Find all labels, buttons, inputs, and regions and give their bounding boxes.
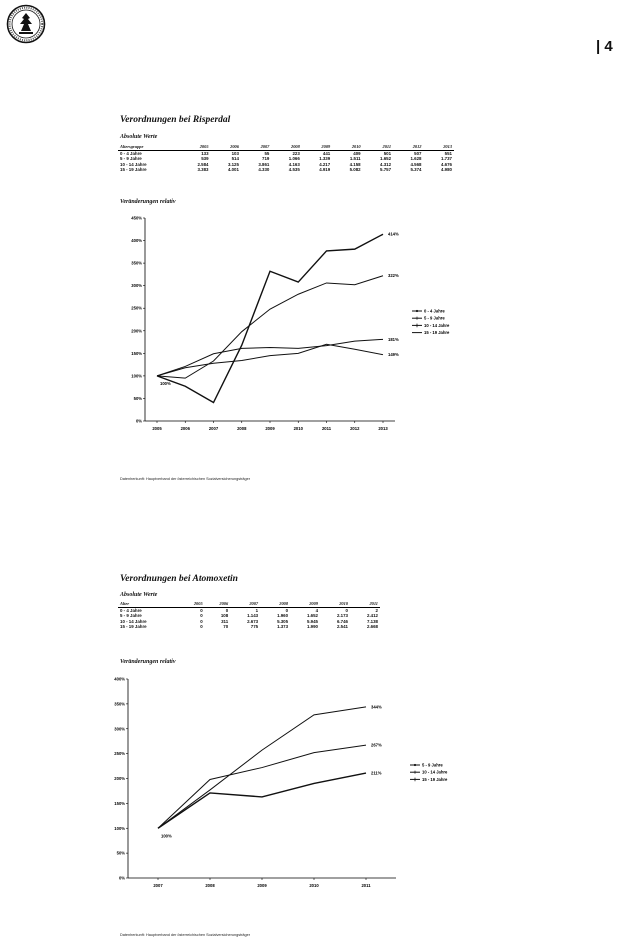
column-header: 2010 <box>332 144 362 150</box>
data-label: 322% <box>388 273 399 279</box>
y-tick-label: 150% <box>114 800 125 806</box>
legend-label: 15 - 19 Jahre <box>424 330 450 336</box>
table-cell: 1.143 <box>247 613 259 619</box>
column-header: 2007 <box>230 601 260 607</box>
table-cell: 70 <box>223 624 229 630</box>
table-cell: 1.737 <box>441 156 452 162</box>
section-title-risperdal: Verordnungen bei Risperdal <box>120 115 231 125</box>
table-cell: 4.980 <box>441 167 452 173</box>
column-header: 2008 <box>271 144 301 150</box>
table-cell: 4.158 <box>349 161 361 167</box>
table-cell: 0 - 4 Jahre <box>120 150 142 156</box>
table-cell: 4.001 <box>227 167 239 173</box>
y-tick-label: 250% <box>114 751 125 757</box>
table-cell: 0 - 4 Jahre <box>120 607 142 613</box>
x-tick-label: 2005 <box>152 426 162 431</box>
x-tick-label: 2008 <box>237 426 247 431</box>
x-tick-label: 2007 <box>153 883 163 888</box>
y-tick-label: 250% <box>131 305 142 311</box>
column-header: 2008 <box>260 601 290 607</box>
table-cell: 223 <box>292 150 300 156</box>
table-cell: 5 - 9 Jahre <box>120 613 142 619</box>
y-tick-label: 200% <box>131 328 142 334</box>
table-cell: 2.668 <box>367 624 378 630</box>
table-cell: 0 <box>225 607 229 613</box>
data-label: 267% <box>371 742 382 748</box>
table-cell: 10 - 14 Jahre <box>120 161 147 167</box>
x-tick-label: 2011 <box>361 883 371 888</box>
y-tick-label: 200% <box>114 776 125 781</box>
data-label: 344% <box>371 704 382 710</box>
data-source-note: Datenherkunft: Hauptverband der österreichischen Sozialversicherungsträger <box>120 933 251 937</box>
table-cell: 2.584 <box>197 161 209 167</box>
table-cell: 1.652 <box>380 156 392 162</box>
y-tick-label: 300% <box>131 283 142 289</box>
table-cell: 103 <box>231 150 239 156</box>
data-label: 414% <box>388 231 399 237</box>
data-label: 149% <box>388 352 399 358</box>
table-cell: 10 - 14 Jahre <box>120 618 147 624</box>
table-cell: 1.960 <box>277 613 289 619</box>
table-cell: 1.339 <box>319 156 331 162</box>
table-cell: 0 <box>345 607 348 613</box>
table-cell: 539 <box>201 156 209 162</box>
section-title-atomoxetin: Verordnungen bei Atomoxetin <box>120 574 238 584</box>
table-cell: 0 <box>200 624 203 630</box>
table-cell: 1.373 <box>277 624 289 630</box>
column-header: 2007 <box>241 144 271 150</box>
legend-label: 5 - 9 Jahre <box>422 762 443 768</box>
table-cell: 775 <box>250 624 259 630</box>
table-cell: 15 - 19 Jahre <box>120 624 147 630</box>
table-cell: 15 - 19 Jahre <box>120 167 147 173</box>
data-label: 181% <box>388 336 399 342</box>
x-tick-label: 2010 <box>293 426 303 431</box>
column-header: Altersgruppe <box>118 144 180 150</box>
table-cell: 133 <box>201 150 209 156</box>
column-header: 2006 <box>205 601 231 607</box>
table-cell: 2.673 <box>247 618 259 624</box>
x-tick-label: 2006 <box>180 426 190 431</box>
table-cell: 1.652 <box>307 613 319 619</box>
data-label: 100% <box>161 833 172 839</box>
table-cell: 108 <box>220 613 229 619</box>
table-cell: 4 <box>315 607 319 613</box>
table-cell: 5.305 <box>277 618 289 624</box>
table-cell: 5.945 <box>307 618 319 624</box>
table-cell: 2.173 <box>336 613 348 619</box>
table-cell: 3.861 <box>258 161 270 167</box>
table-cell: 514 <box>231 156 239 162</box>
table-cell: 4.676 <box>441 161 452 167</box>
table-cell: 0 <box>200 607 203 613</box>
table-cell: 5 - 9 Jahre <box>120 156 142 162</box>
table-cell: 1.990 <box>307 624 319 630</box>
legend-label: 0 - 4 Jahre <box>424 308 445 314</box>
table-cell: 4.217 <box>319 161 331 167</box>
y-tick-label: 300% <box>114 726 125 732</box>
x-tick-label: 2008 <box>205 883 215 888</box>
table-cell: 4.330 <box>258 167 270 173</box>
table-cell: 0 <box>200 613 203 619</box>
column-header: 2011 <box>363 144 393 150</box>
y-tick-label: 0% <box>135 418 142 424</box>
table-cell: 5.757 <box>380 167 392 173</box>
table-cell: 3.125 <box>227 161 239 167</box>
table-cell: 2 <box>375 607 378 613</box>
table-cell: 311 <box>221 618 229 624</box>
series-line-1 <box>158 773 366 828</box>
column-header: 2006 <box>211 144 241 150</box>
table-cell: 3.383 <box>197 167 209 173</box>
table-cell: 6.746 <box>336 618 348 624</box>
table-cell: 2.541 <box>336 624 348 630</box>
table-cell: 1.511 <box>349 156 361 162</box>
x-tick-label: 2011 <box>321 426 332 431</box>
y-tick-label: 400% <box>114 676 125 682</box>
column-header: 2005 <box>180 144 210 150</box>
legend-label: 10 - 14 Jahre <box>422 769 448 775</box>
relative-change-label: Veränderungen relativ <box>120 199 176 205</box>
table-cell: 501 <box>383 150 392 156</box>
page-number: | 4 <box>596 38 613 55</box>
absolute-values-label: Absolute Werte <box>120 592 158 598</box>
legend-marker <box>413 771 416 774</box>
column-header: 2013 <box>423 144 454 150</box>
y-tick-label: 350% <box>114 701 125 707</box>
x-tick-label: 2013 <box>378 426 388 431</box>
column-header: 2009 <box>302 144 332 150</box>
y-tick-label: 100% <box>131 373 142 379</box>
x-tick-label: 2007 <box>208 426 219 431</box>
table-cell: 5.082 <box>349 167 361 173</box>
table-cell: 1.628 <box>410 156 422 162</box>
table-cell: 0 <box>285 607 289 613</box>
y-tick-label: 150% <box>131 350 142 356</box>
column-header: Alter <box>118 601 179 607</box>
table-cell: 4.568 <box>410 161 422 167</box>
table-cell: 1.066 <box>288 156 300 162</box>
data-label: 100% <box>160 380 171 386</box>
x-tick-label: 2012 <box>350 426 360 431</box>
table-cell: 551 <box>444 150 452 156</box>
x-tick-label: 2009 <box>257 883 267 888</box>
table-cell: 2.412 <box>367 613 378 619</box>
data-label: 211% <box>371 770 382 776</box>
column-header: 2005 <box>179 601 205 607</box>
table-cell: 441 <box>322 150 331 156</box>
table-cell: 5.374 <box>410 167 422 173</box>
table-cell: 719 <box>262 156 270 162</box>
y-tick-label: 50% <box>133 395 142 401</box>
data-source-note: Datenherkunft: Hauptverband der österreichischen Sozialversicherungsträger <box>120 477 251 481</box>
column-header: 2009 <box>290 601 320 607</box>
x-tick-label: 2010 <box>309 883 319 888</box>
relative-change-label: Veränderungen relativ <box>120 659 176 665</box>
table-cell: 409 <box>353 150 361 156</box>
y-tick-label: 450% <box>131 215 142 221</box>
table-cell: 4.312 <box>380 161 392 167</box>
column-header: 2010 <box>320 601 350 607</box>
column-header: 2012 <box>393 144 423 150</box>
table-cell: 0 <box>200 618 203 624</box>
table-cell: 55 <box>264 150 270 156</box>
table-cell: 4.163 <box>288 161 300 167</box>
table-cell: 7.138 <box>367 618 378 624</box>
legend-label: 10 - 14 Jahre <box>424 322 450 328</box>
table-cell: 4.535 <box>288 167 300 173</box>
legend-label: 15 - 19 Jahre <box>422 776 448 782</box>
series-line-2 <box>158 745 366 828</box>
table-cell: 507 <box>414 150 422 156</box>
column-header: 2011 <box>350 601 380 607</box>
y-tick-label: 400% <box>131 238 142 244</box>
y-tick-label: 100% <box>114 825 125 831</box>
y-tick-label: 350% <box>131 260 142 266</box>
absolute-values-label: Absolute Werte <box>120 134 158 140</box>
table-cell: 1 <box>255 607 259 613</box>
table-cell: 4.919 <box>319 167 331 173</box>
x-tick-label: 2009 <box>265 426 275 431</box>
y-tick-label: 50% <box>116 850 125 856</box>
legend-label: 5 - 9 Jahre <box>424 315 445 321</box>
y-tick-label: 0% <box>118 875 125 881</box>
legend-marker <box>414 764 416 766</box>
